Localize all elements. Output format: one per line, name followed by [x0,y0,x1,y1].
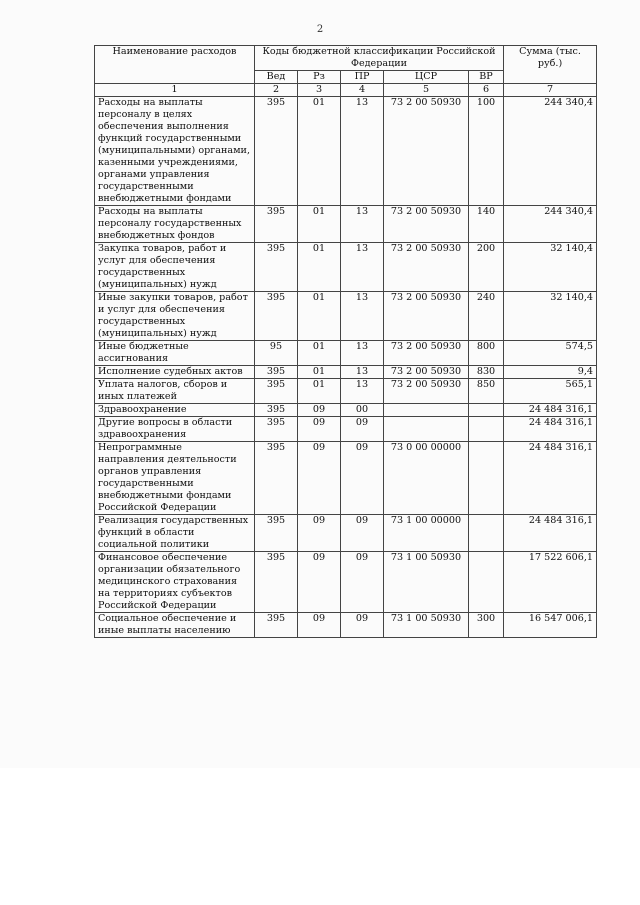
pr-code-cell: 13 [341,292,384,341]
pr-code-cell: 13 [341,366,384,379]
vr-code-cell: 850 [469,379,504,404]
pr-code-cell: 09 [341,417,384,442]
col-number: 1 [95,84,255,97]
expense-name-cell: Непрограммные направления деятельности органов управления государственными внебюджетными фондами Российской Федерации [95,442,255,515]
header-codes-group: Коды бюджетной классификации Российской Федерации [255,46,504,71]
csr-code-cell: 73 2 00 50930 [384,243,469,292]
col-number: 4 [341,84,384,97]
sum-cell: 244 340,4 [504,206,597,243]
vr-code-cell [469,417,504,442]
ved-code-cell: 395 [255,552,298,613]
csr-code-cell: 73 2 00 50930 [384,379,469,404]
ved-code-cell: 395 [255,366,298,379]
sum-cell: 24 484 316,1 [504,404,597,417]
pr-code-cell: 13 [341,206,384,243]
sum-cell: 244 340,4 [504,97,597,206]
rz-code-cell: 01 [298,341,341,366]
expense-name-cell: Закупка товаров, работ и услуг для обеспечения государственных (муниципальных) нужд [95,243,255,292]
csr-code-cell: 73 2 00 50930 [384,366,469,379]
col-number: 2 [255,84,298,97]
expense-name-cell: Реализация государственных функций в области социальной политики [95,515,255,552]
csr-code-cell [384,404,469,417]
ved-code-cell: 395 [255,515,298,552]
header-row-main [95,46,597,71]
budget-expenses-table [94,45,597,638]
pr-code-cell: 13 [341,97,384,206]
sum-cell: 32 140,4 [504,292,597,341]
vr-code-cell [469,404,504,417]
col-number: 5 [384,84,469,97]
csr-code-cell: 73 2 00 50930 [384,292,469,341]
table-row [95,404,597,417]
header-ved: Вед [255,71,298,84]
sum-cell: 32 140,4 [504,243,597,292]
rz-code-cell: 09 [298,613,341,638]
col-number: 3 [298,84,341,97]
pr-code-cell: 09 [341,552,384,613]
pr-code-cell: 13 [341,379,384,404]
csr-code-cell: 73 0 00 00000 [384,442,469,515]
rz-code-cell: 09 [298,417,341,442]
vr-code-cell: 800 [469,341,504,366]
table-row [95,515,597,552]
header-row-column-numbers [95,84,597,97]
page-margin-area [0,768,640,905]
vr-code-cell: 830 [469,366,504,379]
ved-code-cell: 395 [255,442,298,515]
table-header [95,46,597,97]
table-row [95,379,597,404]
rz-code-cell: 01 [298,292,341,341]
ved-code-cell: 395 [255,292,298,341]
pr-code-cell: 13 [341,341,384,366]
header-pr: ПР [341,71,384,84]
pr-code-cell: 09 [341,515,384,552]
sum-cell: 9,4 [504,366,597,379]
expense-name-cell: Финансовое обеспечение организации обязательного медицинского страхования на территориях субъектов Российской Федерации [95,552,255,613]
rz-code-cell: 01 [298,243,341,292]
table-row [95,292,597,341]
col-number: 6 [469,84,504,97]
vr-code-cell: 200 [469,243,504,292]
vr-code-cell: 240 [469,292,504,341]
sum-cell: 574,5 [504,341,597,366]
header-vr: ВР [469,71,504,84]
header-csr: ЦСР [384,71,469,84]
expense-name-cell: Расходы на выплаты персоналу в целях обеспечения выполнения функций государственными (муниципальными) органами, казенными учреждениями, органами управления государственными внебюджетными фондами [95,97,255,206]
ved-code-cell: 395 [255,404,298,417]
rz-code-cell: 09 [298,442,341,515]
header-name: Наименование расходов [95,46,255,84]
col-number: 7 [504,84,597,97]
expense-name-cell: Исполнение судебных актов [95,366,255,379]
table-body [95,97,597,638]
rz-code-cell: 01 [298,206,341,243]
vr-code-cell [469,552,504,613]
csr-code-cell: 73 1 00 00000 [384,515,469,552]
ved-code-cell: 395 [255,613,298,638]
rz-code-cell: 01 [298,97,341,206]
table-row [95,552,597,613]
header-rz: Рз [298,71,341,84]
table-row [95,341,597,366]
expense-name-cell: Социальное обеспечение и иные выплаты населению [95,613,255,638]
sum-cell: 24 484 316,1 [504,417,597,442]
expense-name-cell: Другие вопросы в области здравоохранения [95,417,255,442]
sum-cell: 16 547 006,1 [504,613,597,638]
table-row [95,97,597,206]
sum-cell: 565,1 [504,379,597,404]
ved-code-cell: 395 [255,243,298,292]
page-number: 2 [316,24,324,35]
pr-code-cell: 13 [341,243,384,292]
vr-code-cell: 300 [469,613,504,638]
sum-cell: 24 484 316,1 [504,442,597,515]
sum-cell: 24 484 316,1 [504,515,597,552]
rz-code-cell: 09 [298,515,341,552]
rz-code-cell: 01 [298,366,341,379]
table-row [95,243,597,292]
vr-code-cell: 140 [469,206,504,243]
csr-code-cell [384,417,469,442]
table-row [95,417,597,442]
pr-code-cell: 09 [341,442,384,515]
expense-name-cell: Расходы на выплаты персоналу государственных внебюджетных фондов [95,206,255,243]
ved-code-cell: 395 [255,379,298,404]
vr-code-cell: 100 [469,97,504,206]
expense-name-cell: Иные закупки товаров, работ и услуг для обеспечения государственных (муниципальных) нужд [95,292,255,341]
vr-code-cell [469,442,504,515]
ved-code-cell: 395 [255,97,298,206]
csr-code-cell: 73 1 00 50930 [384,552,469,613]
expense-name-cell: Уплата налогов, сборов и иных платежей [95,379,255,404]
table-row [95,442,597,515]
table-row [95,613,597,638]
header-sum: Сумма (тыс. руб.) [504,46,597,84]
ved-code-cell: 395 [255,206,298,243]
csr-code-cell: 73 2 00 50930 [384,97,469,206]
rz-code-cell: 09 [298,404,341,417]
table-row [95,206,597,243]
csr-code-cell: 73 2 00 50930 [384,341,469,366]
ved-code-cell: 395 [255,417,298,442]
expense-name-cell: Иные бюджетные ассигнования [95,341,255,366]
table-row [95,366,597,379]
csr-code-cell: 73 2 00 50930 [384,206,469,243]
expense-name-cell: Здравоохранение [95,404,255,417]
rz-code-cell: 01 [298,379,341,404]
rz-code-cell: 09 [298,552,341,613]
csr-code-cell: 73 1 00 50930 [384,613,469,638]
sum-cell: 17 522 606,1 [504,552,597,613]
vr-code-cell [469,515,504,552]
pr-code-cell: 09 [341,613,384,638]
pr-code-cell: 00 [341,404,384,417]
ved-code-cell: 95 [255,341,298,366]
